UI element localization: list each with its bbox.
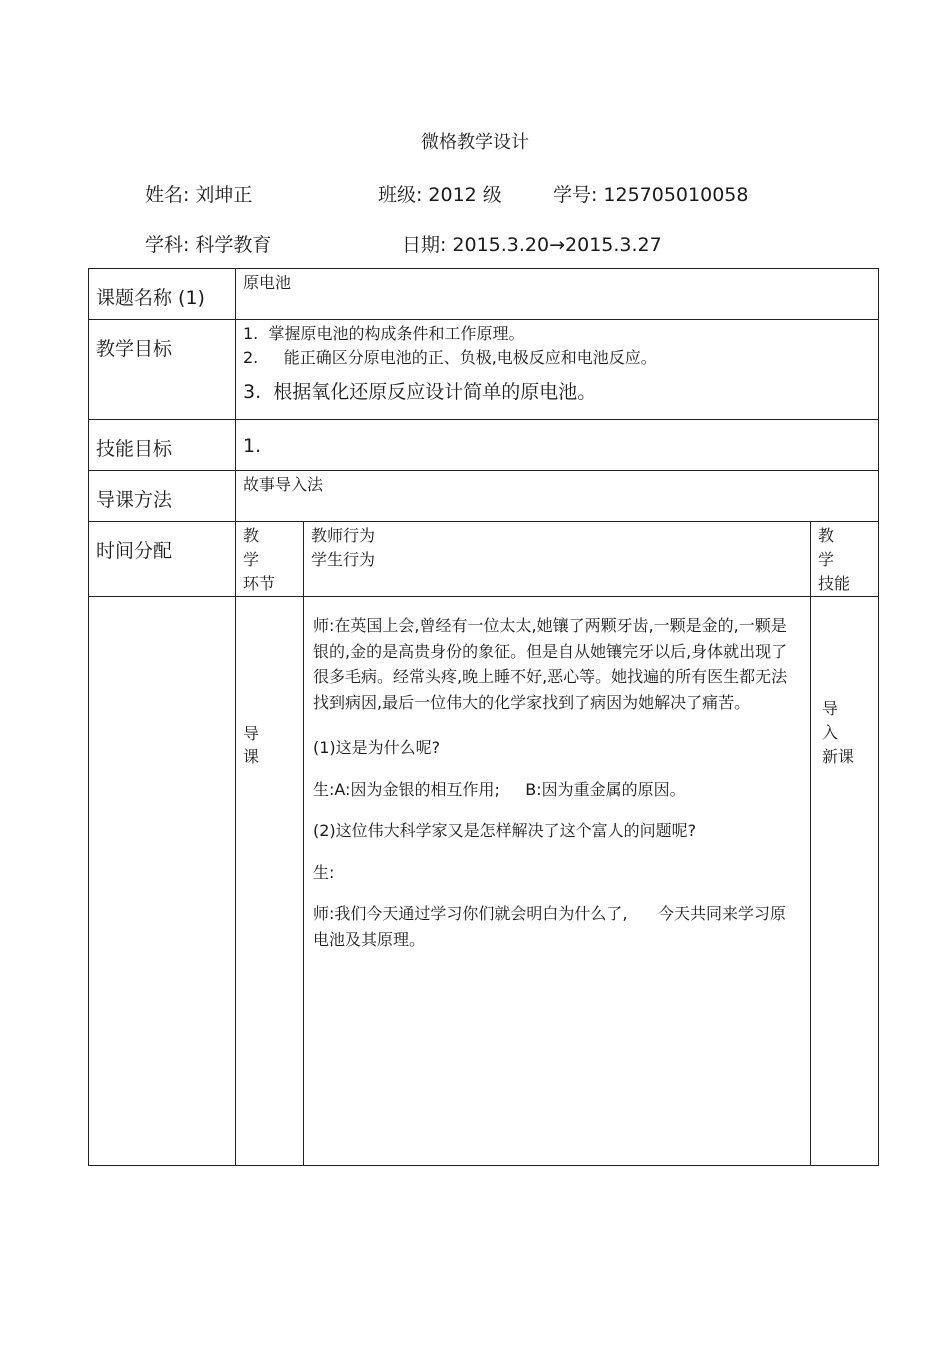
name-value: 刘坤正 — [195, 184, 253, 206]
behavior-header — [304, 522, 811, 597]
story-cell — [304, 597, 811, 1166]
date-field — [402, 230, 662, 257]
behavior-header-line: 教师行为 — [311, 526, 376, 545]
date-label: 日期: — [402, 234, 447, 256]
table-row — [89, 420, 879, 471]
stage-header-line: 教 学 — [243, 526, 272, 569]
goal-item: 3. 根据氧化还原反应设计简单的原电池。 — [243, 381, 597, 403]
skill-header-line: 技能 — [818, 574, 851, 593]
name-field — [145, 180, 252, 207]
subject-label: 学科: — [145, 234, 190, 256]
name-label: 姓名: — [145, 184, 190, 206]
stage-cell — [236, 597, 304, 1166]
page-title: 微格教学设计 — [421, 132, 529, 153]
topic-label: 课题名称 (1) — [89, 269, 236, 320]
class-field — [378, 180, 502, 207]
class-value: 2012 级 — [428, 184, 502, 206]
goal-label: 教学目标 — [89, 320, 236, 420]
story-paragraph: (2)这位伟大科学家又是怎样解决了这个富人的问题呢? — [313, 821, 697, 840]
goal-item: 1. 掌握原电池的构成条件和工作原理。 — [243, 324, 525, 343]
table-row — [89, 597, 879, 1166]
time-allocation-label: 时间分配 — [89, 522, 236, 597]
class-label: 班级: — [378, 184, 423, 206]
lesson-plan-table — [88, 268, 879, 1166]
skill-col-value-line: 新课 — [822, 747, 855, 766]
stage-header-line: 环节 — [243, 574, 276, 593]
table-row — [89, 471, 879, 522]
skill-goal-value: 1. — [236, 420, 879, 471]
topic-value: 原电池 — [236, 269, 879, 320]
stage-value: 导 课 — [243, 724, 272, 766]
story-paragraph: 生:A:因为金银的相互作用; B:因为重金属的原因。 — [313, 779, 686, 799]
story-paragraph: (1)这是为什么呢? — [313, 738, 441, 757]
story-paragraph: 师:我们今天通过学习你们就会明白为什么了, 今天共同来学习原电池及其原理。 — [313, 904, 786, 949]
goal-list — [236, 320, 879, 420]
skill-goal-label: 技能目标 — [89, 420, 236, 471]
subject-field — [145, 230, 271, 257]
skill-col-value-line: 导 入 — [822, 699, 851, 742]
goal-item: 2. 能正确区分原电池的正、负极,电极反应和电池反应。 — [243, 348, 657, 367]
story-paragraph: 师:在英国上会,曾经有一位太太,她镶了两颗牙齿,一颗是金的,一颗是银的,金的是高贵身份的象征。但是自从她镶完牙以后,身体就出现了很多毛病。经常头疼,晚上睡不好,恶心等。她找遍的所有医生都无法找到病因,最后一位伟大的化学家找到了病因为她解决了痛苦。 — [313, 616, 788, 712]
date-value: 2015.3.20→2015.3.27 — [452, 234, 662, 256]
stage-header — [236, 522, 304, 597]
student-id-label: 学号: — [553, 184, 598, 206]
student-id-field — [553, 180, 748, 207]
student-id-value: 125705010058 — [603, 184, 749, 206]
table-header-row — [89, 522, 879, 597]
behavior-header-line: 学生行为 — [311, 550, 376, 569]
subject-value: 科学教育 — [195, 234, 272, 256]
method-label: 导课方法 — [89, 471, 236, 522]
table-row — [89, 320, 879, 420]
table-row — [89, 269, 879, 320]
skill-col-cell — [811, 597, 879, 1166]
time-cell — [89, 597, 236, 1166]
skill-header-line: 教 学 — [818, 526, 847, 569]
method-value: 故事导入法 — [236, 471, 879, 522]
story-paragraph: 生: — [313, 862, 335, 882]
skill-header — [811, 522, 879, 597]
